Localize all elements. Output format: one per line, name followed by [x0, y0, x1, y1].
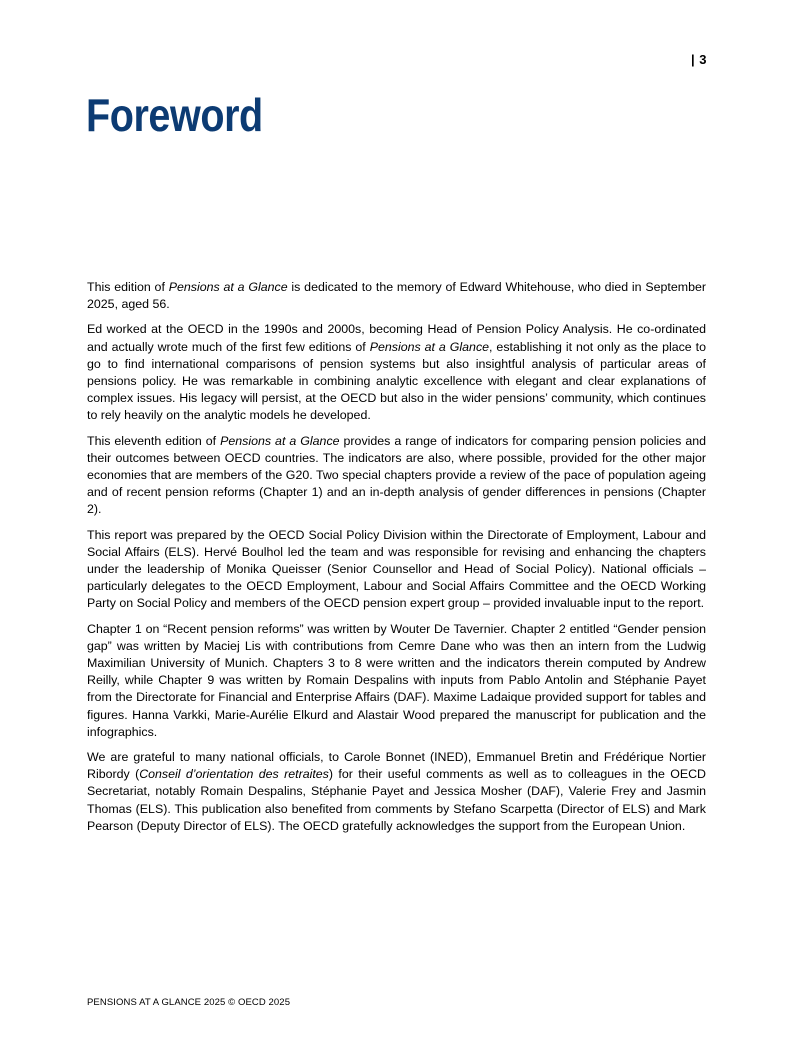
publication-title: Pensions at a Glance	[369, 339, 490, 354]
paragraph-dedication: This edition of Pensions at a Glance is dedicated to the memory of Edward Whitehouse, who died in September 2025, aged 56.	[87, 280, 706, 312]
page-number: | 3	[691, 52, 707, 67]
publication-title: Pensions at a Glance	[168, 280, 288, 294]
paragraph-preparation: This report was prepared by the OECD Social Policy Division within the Directorate of Employment, Labour and Social Affairs (ELS). Hervé Boulhol led the team and was responsible for revising and enhancing the chapters under the leadership of Monika Queisser (Senior Counsellor and Head of Social Policy). National officials – particularly delegates to the OECD Employment, Labour and Social Affairs Committee and the OECD Working Party on Social Policy and members of the OECD pension expert group – provided invaluable input to the report.	[87, 527, 706, 611]
publication-title: Pensions at a Glance	[220, 433, 340, 448]
paragraph-tribute: Ed worked at the OECD in the 1990s and 2000s, becoming Head of Pension Policy Analysis. He co-ordinated and actually wrote much of the first few editions of Pensions at a Glance, establishing it not only as the place to go to find international comparisons of pension systems but also insightful analysis of particular areas of pensions policy. He was remarkable in combining analytic excellence with elegant and clear explanations of complex issues. His legacy will persist, at the OECD but also in the wider pensions’ community, which continues to rely heavily on the analytic models he developed.	[87, 322, 706, 423]
paragraph-authors: Chapter 1 on “Recent pension reforms” was written by Wouter De Tavernier. Chapter 2 entitled “Gender pension gap” was written by Maciej Lis with contributions from Cemre Dane who was then an intern from the Ludwig Maximilian University of Munich. Chapters 3 to 8 were written and the indicators therein computed by Andrew Reilly, while Chapter 9 was written by Romain Despalins with inputs from Pablo Antolin and Stéphanie Payet from the Directorate for Financial and Enterprise Affairs (DAF). Maxime Ladaique provided support for tables and figures. Hanna Varkki, Marie-Aurélie Elkurd and Alastair Wood prepared the manuscript for publication and the infographics.	[87, 621, 706, 739]
paragraph-edition-overview: This eleventh edition of Pensions at a Glance provides a range of indicators for comparing pension policies and their outcomes between OECD countries. The indicators are also, where possible, provided for the other major economies that are members of the G20. Two special chapters provide a review of the pace of population ageing and of recent pension reforms (Chapter 1) and an in-depth analysis of gender differences in pensions (Chapter 2).	[87, 433, 706, 517]
page-title: Foreword	[86, 89, 263, 141]
page-footer: PENSIONS AT A GLANCE 2025 © OECD 2025	[87, 997, 291, 1008]
organisation-name: Conseil d’orientation des retraites	[139, 767, 329, 782]
foreword-body	[87, 279, 706, 843]
paragraph-acknowledgements: We are grateful to many national officials, to Carole Bonnet (INED), Emmanuel Bretin and Frédérique Nortier Ribordy (Conseil d’orientation des retraites) for their useful comments as well as to colleagues in the OECD Secretariat, notably Romain Despalins, Stéphanie Payet and Jessica Mosher (DAF), Valerie Frey and Jasmin Thomas (ELS). This publication also benefited from comments by Stefano Scarpetta (Director of ELS) and Mark Pearson (Deputy Director of ELS). The OECD gratefully acknowledges the support from the European Union.	[87, 750, 706, 833]
